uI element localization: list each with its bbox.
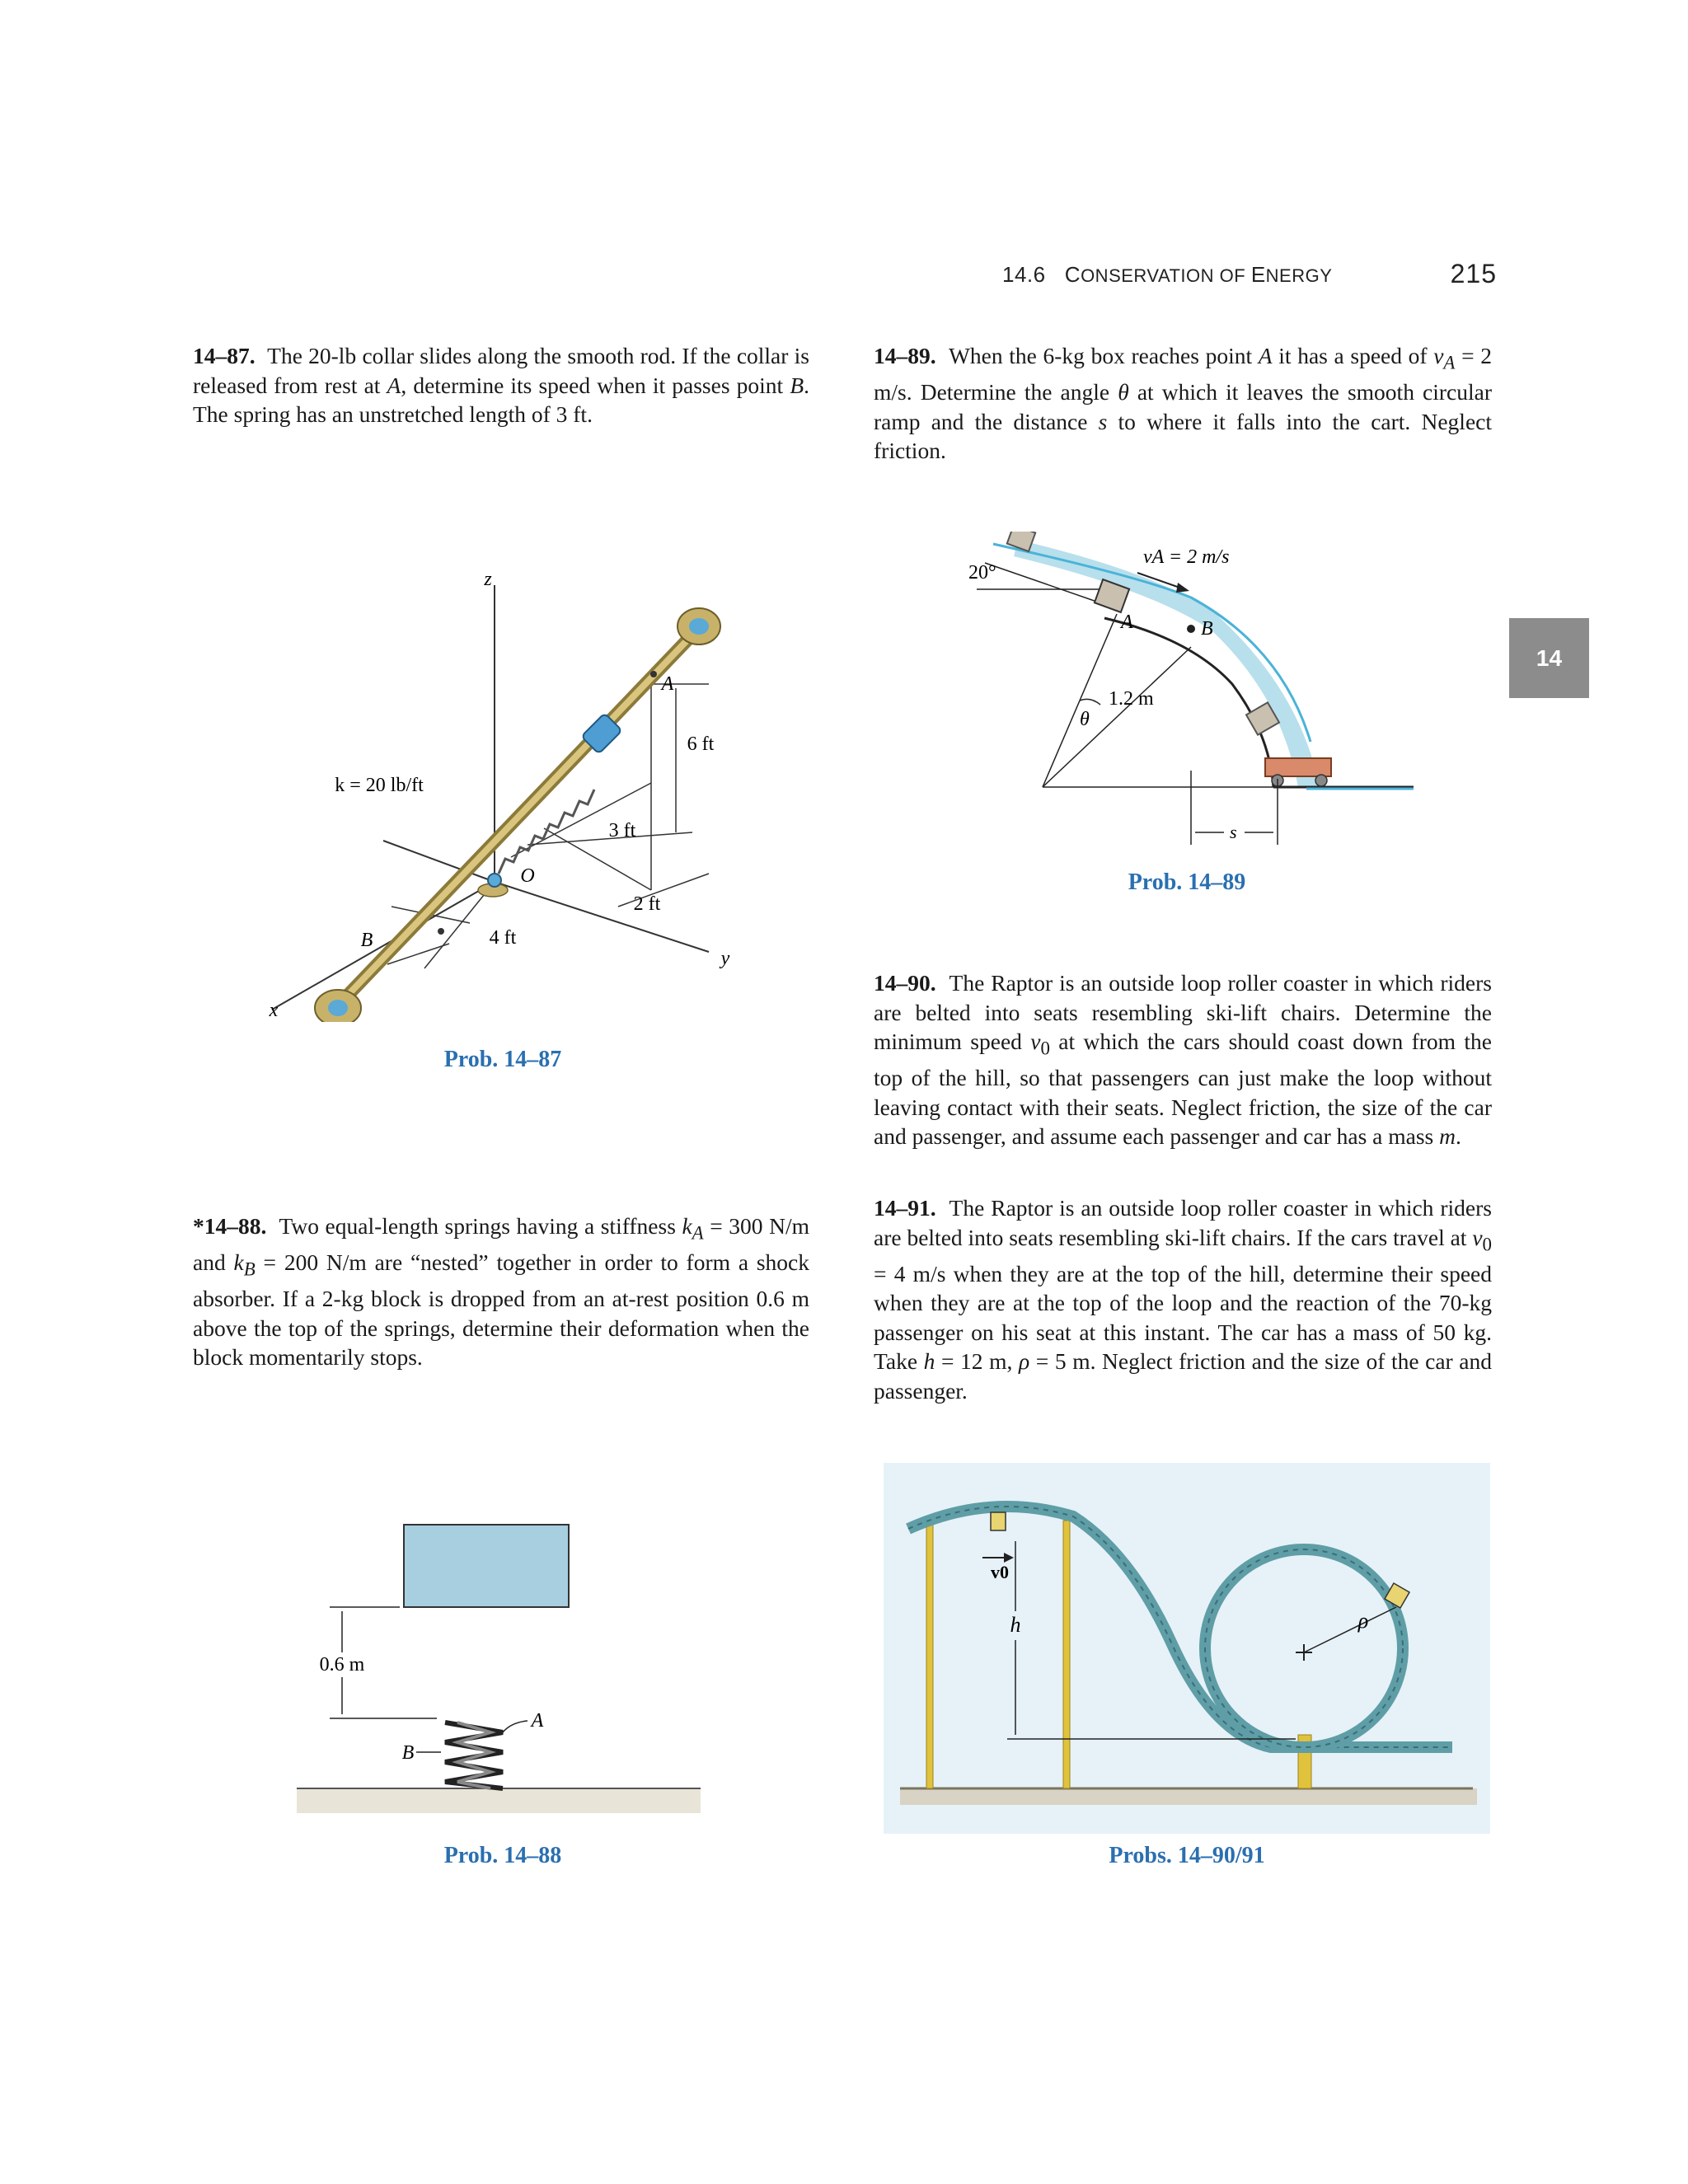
caption-14-88: Prob. 14–88 (443, 1843, 562, 1868)
problem-14-87: 14–87. The 20-lb collar slides along the smooth rod. If the collar is released from rest at A, determine its speed when it passes point B. The spring has an unstretched length of 3 ft. (193, 343, 810, 427)
label-radius: 1.2 m (1109, 688, 1154, 710)
label-6ft: 6 ft (687, 733, 715, 755)
label-v0: v0 (991, 1562, 1009, 1582)
label-3ft: 3 ft (608, 820, 636, 841)
label-4ft: 4 ft (489, 927, 517, 949)
section-title: 14.6 CONSERVATION OF ENERGY (1002, 262, 1333, 287)
label-z: z (484, 569, 492, 590)
label-a: A (1121, 612, 1133, 633)
problem-14-88: *14–88. Two equal-length springs having a stiffness $k_A = 300$ N/m and $k_B = 200$ N/m are “nested” together in order to form a shock absorber. If a 2-kg block is dropped from an at-rest position 0.6 m above the top of the springs, determine their deformation when the block momentarily stops. (193, 1213, 809, 1370)
label-rho: ρ (1357, 1609, 1369, 1633)
label-k: k = 20 lb/ft (335, 775, 424, 796)
chapter-tab: 14 (1509, 618, 1589, 698)
label-2ft: 2 ft (633, 893, 661, 915)
label-b: B (401, 1742, 415, 1764)
label-a: A (531, 1710, 544, 1732)
figure-14-89 (944, 532, 1438, 845)
label-theta: θ (1080, 709, 1090, 730)
running-header (1002, 259, 1497, 298)
caption-14-87: Prob. 14–87 (443, 1047, 562, 1072)
label-s: s (1230, 822, 1237, 842)
page-number: 215 (1450, 259, 1497, 288)
label-va: vA = 2 m/s (1143, 546, 1230, 568)
figure-14-88 (293, 1516, 705, 1830)
label-b: B (360, 930, 373, 951)
label-h: h (1010, 1613, 1021, 1637)
label-y: y (720, 948, 730, 969)
label-20deg: 20° (968, 562, 996, 583)
caption-14-90-91: Probs. 14–90/91 (1109, 1843, 1265, 1868)
problem-14-89: 14–89. When the 6-kg box reaches point A it has a speed of $v_A = 2$ m/s. Determine the angle θ at which it leaves the smooth circular ramp and the distance s to where it falls into the cart. Neglect friction. (874, 343, 1493, 463)
problem-14-90: 14–90. The Raptor is an outside loop roller coaster in which riders are belted into seats resembling ski-lift chairs. Determine the minimum speed $v_0$ at which the cars should coast down from the top of the hill, so that passengers can just make the loop without leaving contact with their seats. Neglect friction, the size of the car and passenger, and assume each passenger and car has a mass m. (874, 970, 1492, 1149)
figure-14-87 (247, 560, 758, 1022)
label-x: x (269, 1000, 279, 1021)
label-a: A (661, 673, 674, 695)
label-b: B (1201, 618, 1213, 640)
label-height: 0.6 m (319, 1654, 365, 1675)
figure-14-90-91 (884, 1463, 1490, 1834)
label-o: O (520, 865, 535, 887)
caption-14-89: Prob. 14–89 (1128, 869, 1246, 895)
problem-14-91: 14–91. The Raptor is an outside loop roller coaster in which riders are belted into seats resembling ski-lift chairs. If the cars travel at $v_0 = 4$ m/s when they are at the top of the hill, determine their speed when they are at the top of the loop and the reaction of the 70-kg passenger on his seat at this instant. The car has a mass of 50 kg. Take h = 12 m, ρ = 5 m. Neglect friction and the size of the car and passenger. (874, 1195, 1492, 1404)
